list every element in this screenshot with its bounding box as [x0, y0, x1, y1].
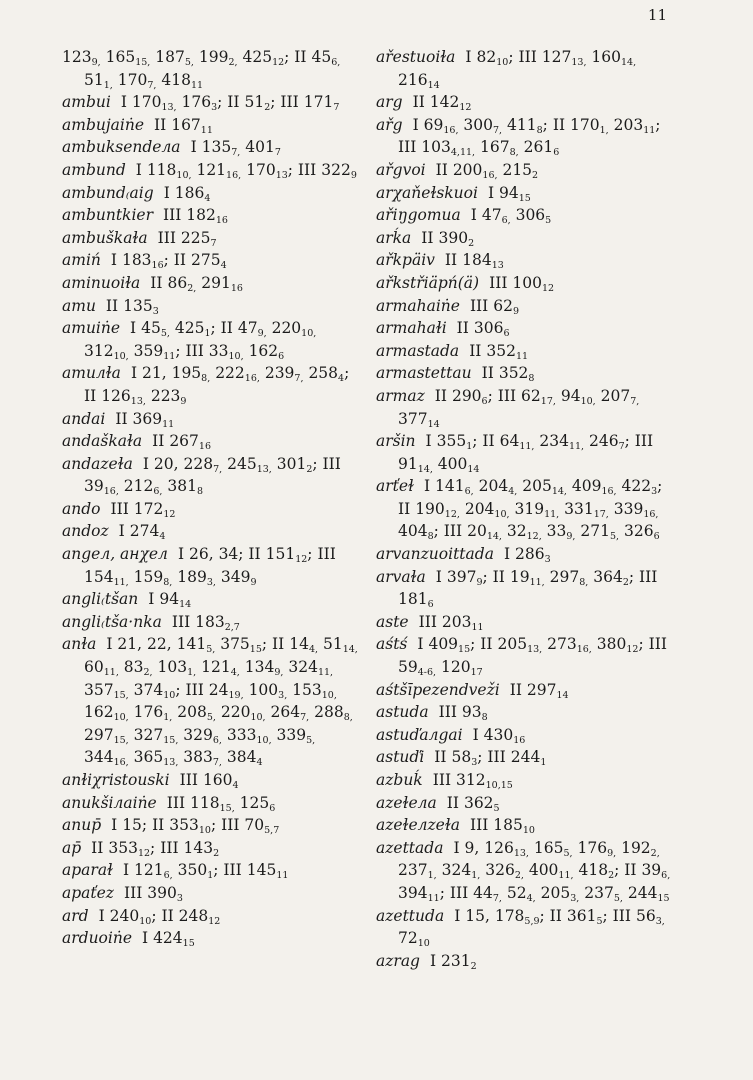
entry-references: II $267_{16}$ — [152, 432, 211, 453]
entry-headword: armaz — [376, 386, 425, 405]
entry-headword: anup̄ — [62, 816, 102, 835]
entry-references: I $409_{15}$; II $205_{13,}$ $273_{16,}$ $380_{12}$; III $59_{4-6,}$ $120_{17}$ — [398, 635, 667, 679]
entry-headword: ando — [62, 499, 101, 518]
entry-references: II $306_6$ — [456, 319, 510, 340]
dictionary-entry — [62, 46, 362, 91]
entry-references: III $225_7$ — [157, 228, 217, 249]
dictionary-entry — [62, 295, 362, 318]
dictionary-entry — [62, 136, 362, 159]
dictionary-entry — [376, 611, 674, 634]
dictionary-entry — [376, 746, 674, 769]
dictionary-entry — [62, 611, 362, 634]
entry-references: II $297_{14}$ — [509, 680, 569, 701]
dictionary-entry — [62, 159, 362, 182]
dictionary-entry — [62, 543, 362, 588]
entry-headword: aste — [376, 612, 409, 631]
entry-references: II $390_2$ — [421, 228, 475, 249]
entry-headword: andai — [62, 409, 106, 428]
entry-headword: azettada — [376, 838, 444, 857]
entry-references: I 26, 34; II $151_{12}$; III $154_{11,}$ $159_{8,}$ $189_{3,}$ $349_9$ — [84, 545, 336, 588]
dictionary-entry — [62, 362, 362, 407]
dictionary-entry — [62, 905, 362, 928]
dictionary-entry — [376, 430, 674, 475]
entry-headword: azbuḱ — [376, 771, 423, 789]
entry-references: II $369_{11}$ — [115, 409, 175, 430]
entry-references: III $203_{11}$ — [418, 612, 484, 633]
entry-references: III $182_{16}$ — [163, 206, 228, 227]
entry-headword: armahaiṅe — [376, 296, 460, 315]
entry-references: I $118_{10,}$ $121_{16,}$ $170_{13}$; III $322_9$ — [135, 160, 357, 181]
dictionary-entry — [62, 520, 362, 543]
entry-references: I $355_1$; II $64_{11,}$ $234_{11,}$ $246_7$; III $91_{14,}$ $400_{14}$ — [398, 432, 654, 475]
dictionary-entry — [376, 340, 674, 363]
entry-headword: ambuksendeлa — [62, 138, 181, 157]
dictionary-entry — [62, 498, 362, 521]
entry-references: $123_{9,}$ $165_{15,}$ $187_{5,}$ $199_{2,}$ $425_{12}$; II $45_{6,}$ $51_{1,}$ $170_{7,}$ $418_{11}$ — [62, 48, 341, 91]
entry-references: III $183_{2,7}$ — [171, 612, 240, 633]
entry-headword: aśtś — [376, 635, 408, 654]
dictionary-entry — [62, 204, 362, 227]
dictionary-entry — [376, 227, 674, 250]
entry-headword: anɫa — [62, 635, 97, 654]
entry-references: I $430_{16}$ — [472, 725, 526, 746]
entry-headword: aparaɫ — [62, 861, 113, 880]
entry-headword: andaškaɫa — [62, 432, 143, 451]
dictionary-entry — [62, 227, 362, 250]
entry-references: III $100_{12}$ — [489, 273, 555, 294]
dictionary-entry — [376, 701, 674, 724]
entry-references: II $290_6$; III $62_{17,}$ $94_{10,}$ $207_{7,}$ $377_{14}$ — [398, 386, 640, 430]
entry-references: II $142_{12}$ — [412, 93, 472, 114]
dictionary-entry — [376, 724, 674, 747]
entry-headword: amuлɫa — [62, 364, 121, 383]
dictionary-entry — [62, 182, 362, 205]
entry-references: II $86_{2,}$ $291_{16}$ — [150, 273, 243, 294]
entry-headword: ambuntkier — [62, 206, 153, 225]
entry-references: II $58_3$; III $244_1$ — [434, 748, 547, 769]
entry-headword: ambund₍aig — [62, 183, 154, 202]
entry-references: I $94_{14}$ — [148, 590, 192, 611]
entry-headword: armastada — [376, 341, 460, 360]
entry-references: I $94_{15}$ — [487, 183, 531, 204]
entry-references: III $62_9$ — [469, 296, 520, 317]
entry-headword: ařkstřiäpń(ä) — [376, 273, 480, 292]
dictionary-entry — [62, 408, 362, 431]
entry-headword: azettuda — [376, 906, 445, 925]
entry-references: II $362_5$ — [446, 793, 500, 814]
entry-headword: angeл, aнχeл — [62, 545, 168, 564]
entry-references: I 21, 22, $141_{5,}$ $375_{15}$; II $14_{4,}$ $51_{14,}$ $60_{11,}$ $83_{2,}$ $103_{1,}$ $121_{4,}$ $134_{9,}$ $324_{11,}$ $357_{15,}$ $374_{10}$; III $24_{19,}$ $100_{3,}$ $153_{10,}$ $162_{10,}$ $176_{1,}$ $208_{5,}$ $220_{10,}$ $264_{7,}$ $288_{8,}$ $297_{15,}$ $327_{15,}$ $329_{6,}$ $333_{10,}$ $339_{5,}$ $344_{16,}$ $365_{13,}$ $383_{7,}$ $384_4$ — [84, 635, 358, 769]
entry-headword: astuďi — [376, 748, 425, 767]
entry-references: I 15, $178_{5,9}$; II $361_5$; III $56_{3,}$ $72_{10}$ — [398, 906, 665, 950]
dictionary-entry — [376, 317, 674, 340]
dictionary-entry — [376, 385, 674, 430]
dictionary-entry — [376, 204, 674, 227]
entry-headword: ařgvoi — [376, 160, 426, 179]
entry-headword: anɫiχristouski — [62, 771, 170, 789]
entry-headword: astuda — [376, 703, 429, 722]
dictionary-entry — [376, 814, 674, 837]
entry-references: II $135_3$ — [105, 296, 159, 317]
entry-references: I $274_4$ — [118, 522, 166, 543]
dictionary-entry — [376, 769, 674, 792]
entry-references: I $47_{6,}$ $306_5$ — [470, 206, 552, 227]
entry-headword: astuďaлgai — [376, 725, 463, 744]
entry-references: II $353_{12}$; III $143_2$ — [91, 838, 220, 859]
entry-headword: ard — [62, 906, 89, 925]
entry-headword: azeɫeлzeɫa — [376, 816, 460, 835]
page-number: 11 — [647, 6, 667, 24]
entry-references: III $160_4$ — [179, 771, 239, 791]
entry-references: II $200_{16,}$ $215_2$ — [435, 160, 539, 181]
dictionary-entry — [62, 882, 362, 905]
entry-references: I $286_3$ — [503, 545, 551, 566]
entry-references: III $312_{10,15}$ — [432, 771, 513, 791]
entry-headword: aršin — [376, 432, 416, 451]
entry-headword: armahaɫi — [376, 319, 447, 338]
entry-references: I $240_{10}$; II $248_{12}$ — [98, 906, 221, 927]
dictionary-entry — [62, 430, 362, 453]
entry-headword: arḱa — [376, 228, 412, 247]
entry-headword: arduoiṅe — [62, 929, 132, 948]
dictionary-entry — [376, 272, 674, 295]
entry-headword: armastettau — [376, 364, 472, 383]
entry-references: I 15; II $353_{10}$; III $70_{5,7}$ — [111, 816, 280, 837]
dictionary-entry — [376, 46, 674, 91]
entry-headword: amuiṅe — [62, 319, 121, 338]
entry-headword: ambuškaɫa — [62, 228, 148, 247]
entry-references: I $82_{10}$; III $127_{13,}$ $160_{14,}$ $216_{14}$ — [398, 48, 637, 91]
dictionary-entry — [376, 159, 674, 182]
entry-headword: aminuoiɫa — [62, 273, 141, 292]
entry-headword: aśtšīpezendveži — [376, 680, 500, 699]
entry-headword: ambui — [62, 93, 111, 112]
entry-headword: ambujaiṅe — [62, 115, 145, 134]
entry-references: I $186_4$ — [163, 183, 211, 204]
entry-references: I $424_{15}$ — [142, 929, 195, 950]
dictionary-entry — [62, 769, 362, 792]
dictionary-entry — [376, 543, 674, 566]
entry-headword: arvaɫa — [376, 567, 426, 586]
dictionary-entry — [376, 566, 674, 611]
dictionary-entry — [62, 927, 362, 950]
dictionary-entry — [62, 633, 362, 769]
dictionary-entry — [62, 837, 362, 860]
entry-references: I $121_{6,}$ $350_1$; III $145_{11}$ — [122, 861, 289, 882]
entry-headword: ařkpäiv — [376, 251, 435, 270]
entry-references: I $69_{16,}$ $300_{7,}$ $411_8$; II $170_{1,}$ $203_{11}$; III $103_{4,11,}$ $167_{8,}$ $261_6$ — [398, 115, 661, 159]
entry-references: II $352_{11}$ — [469, 341, 529, 362]
entry-references: I $231_2$ — [429, 951, 477, 972]
dictionary-entry — [376, 362, 674, 385]
left-column — [62, 46, 362, 950]
entry-headword: amu — [62, 296, 96, 315]
entry-headword: amiń — [62, 251, 101, 270]
entry-headword: angli₍tša·nka — [62, 612, 162, 631]
dictionary-entry — [376, 633, 674, 678]
entry-references: I $141_{6,}$ $204_{4,}$ $205_{14,}$ $409_{16,}$ $422_3$; II $190_{12,}$ $204_{10,}$ $319_{11,}$ $331_{17,}$ $339_{16,}$ $404_8$; III $20_{14,}$ $32_{12,}$ $33_{9,}$ $271_{5,}$ $326_6$ — [398, 477, 663, 543]
dictionary-entry — [376, 114, 674, 159]
entry-references: III $185_{10}$ — [470, 816, 535, 837]
dictionary-entry — [376, 91, 674, 114]
entry-references: II $167_{11}$ — [154, 115, 213, 136]
entry-references: III $118_{15,}$ $125_6$ — [166, 793, 276, 814]
dictionary-entry — [62, 249, 362, 272]
dictionary-entry — [376, 905, 674, 950]
entry-headword: arťeɫ — [376, 477, 414, 496]
entry-references: II $352_8$ — [481, 364, 535, 385]
entry-headword: ap̄ — [62, 838, 82, 857]
dictionary-entry — [62, 859, 362, 882]
entry-headword: ařiŋgomua — [376, 206, 461, 225]
dictionary-entry — [62, 114, 362, 137]
entry-headword: angli₍tšan — [62, 590, 139, 609]
dictionary-entry — [376, 295, 674, 318]
dictionary-entry — [376, 182, 674, 205]
dictionary-entry — [376, 249, 674, 272]
entry-references: I $183_{16}$; II $275_4$ — [110, 251, 227, 272]
dictionary-entry — [376, 679, 674, 702]
entry-headword: andoz — [62, 522, 109, 541]
dictionary-entry — [376, 475, 674, 543]
entry-references: I 20, $228_{7,}$ $245_{13,}$ $301_2$; III $39_{16,}$ $212_{6,}$ $381_8$ — [84, 454, 341, 498]
dictionary-entry — [376, 950, 674, 973]
dictionary-entry — [62, 317, 362, 362]
entry-headword: arg — [376, 93, 403, 112]
entry-headword: ařestuoiɫa — [376, 48, 456, 66]
entry-headword: andazeɫa — [62, 454, 133, 473]
dictionary-entry — [62, 814, 362, 837]
entry-headword: ambund — [62, 160, 126, 179]
right-column — [376, 46, 674, 972]
entry-references: III $172_{12}$ — [110, 499, 176, 520]
dictionary-entry — [62, 91, 362, 114]
entry-references: I $397_9$; II $19_{11,}$ $297_{8,}$ $364_2$; III $181_6$ — [398, 567, 658, 611]
entry-references: III $93_8$ — [438, 703, 488, 724]
entry-headword: arχaňeɫskuoi — [376, 183, 478, 202]
entry-references: II $184_{13}$ — [444, 251, 504, 272]
dictionary-entry — [62, 588, 362, 611]
entry-headword: anukšiлaiṅe — [62, 793, 157, 812]
entry-headword: arvanzuoittada — [376, 545, 494, 564]
entry-headword: ařg — [376, 115, 403, 134]
entry-references: I 21, $195_{8,}$ $222_{16,}$ $239_{7,}$ $258_4$; II $126_{13,}$ $223_9$ — [84, 364, 350, 407]
entry-headword: apaťez — [62, 883, 114, 902]
entry-headword: azrag — [376, 951, 420, 970]
entry-references: I $45_{5,}$ $425_1$; II $47_{9,}$ $220_{10,}$ $312_{10,}$ $359_{11}$; III $33_{10,}$ $162_6$ — [84, 319, 317, 362]
dictionary-entry — [62, 453, 362, 498]
entry-references: I $135_{7,}$ $401_7$ — [190, 138, 281, 159]
dictionary-entry — [376, 792, 674, 815]
entry-references: I 9, $126_{13,}$ $165_{5,}$ $176_{9,}$ $192_{2,}$ $237_{1,}$ $324_{1,}$ $326_{2,}$ $400_{11,}$ $418_2$; II $39_{6,}$ $394_{11}$; III $44_{7,}$ $52_{4,}$ $205_{3,}$ $237_{5,}$ $244_{15}$ — [398, 838, 671, 904]
dictionary-entry — [62, 792, 362, 815]
dictionary-entry — [62, 272, 362, 295]
dictionary-entry — [376, 837, 674, 905]
entry-headword: azeɫeлa — [376, 793, 437, 812]
entry-references: III $390_3$ — [123, 883, 183, 904]
entry-references: I $170_{13,}$ $176_3$; II $51_2$; III $171_7$ — [120, 93, 340, 114]
